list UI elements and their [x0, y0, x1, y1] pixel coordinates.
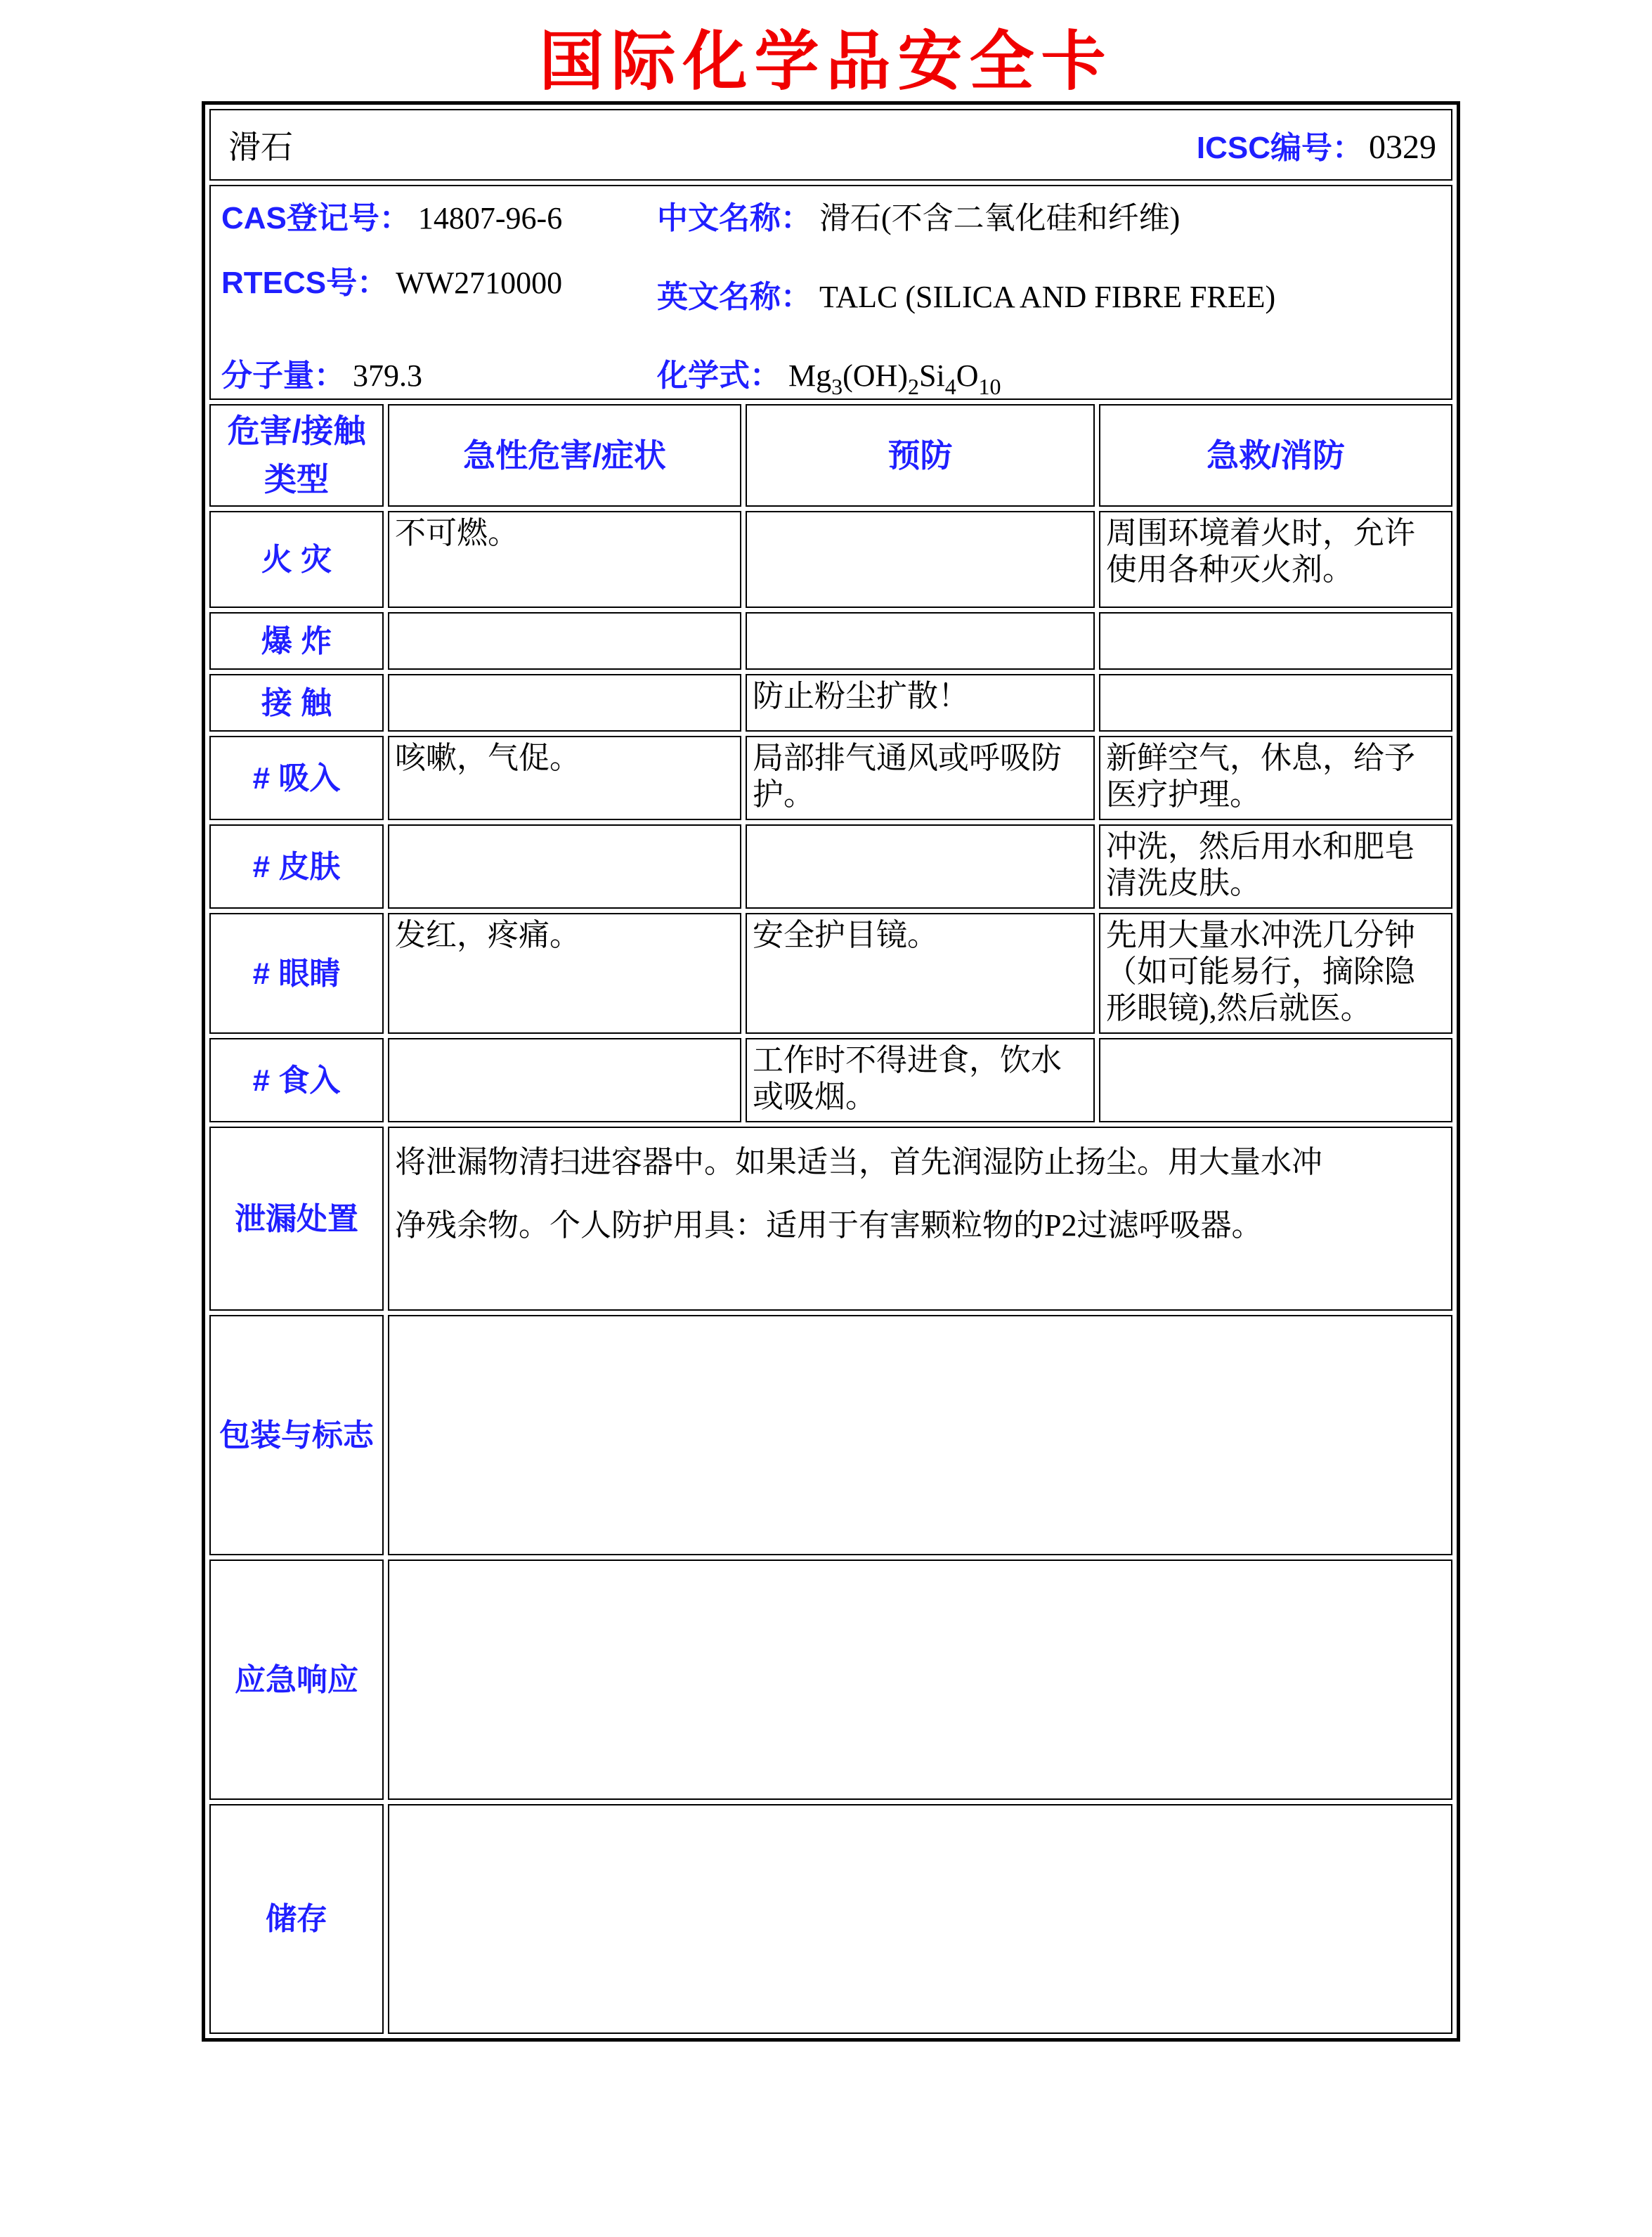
row-label-emergency: 应急响应 — [209, 1560, 384, 1800]
row-label-spillage: 泄漏处置 — [209, 1127, 384, 1311]
ingestion-prevention: 工作时不得进食，饮水或吸烟。 — [746, 1038, 1095, 1122]
english-name-value: TALC (SILICA AND FIBRE FREE) — [819, 280, 1276, 314]
header-symptoms: 急性危害/症状 — [388, 404, 741, 507]
skin-symptoms — [388, 824, 741, 909]
inhalation-prevention: 局部排气通风或呼吸防护。 — [746, 736, 1095, 820]
chemical-formula-value: $Mg_3(OH)_2Si_4O_{10}$ — [788, 358, 1001, 400]
substance-header-cell — [209, 109, 1452, 181]
explosion-prevention — [746, 612, 1095, 670]
cas-number-value: 14807-96-6 — [417, 201, 563, 235]
explosion-first-aid — [1099, 612, 1452, 670]
eyes-symptoms: 发红，疼痛。 — [388, 913, 741, 1034]
english-name-line — [657, 271, 1443, 316]
table-row-storage — [209, 1804, 1452, 2034]
table-row-spillage — [209, 1127, 1452, 1311]
chemical-formula-line — [657, 350, 1443, 400]
row-label-storage: 储存 — [209, 1804, 384, 2034]
row-label-exposure: 接 触 — [209, 674, 384, 732]
row-label-ingestion: # 食入 — [209, 1038, 384, 1122]
header-hazard-type — [209, 404, 384, 507]
row-label-inhalation: # 吸入 — [209, 736, 384, 820]
molecular-weight-label: 分子量： — [221, 358, 345, 393]
header-prevention: 预防 — [746, 404, 1095, 507]
cas-number-label: CAS登记号： — [221, 201, 410, 235]
ingestion-first-aid — [1099, 1038, 1452, 1122]
header-hazard-type-line2: 类型 — [264, 461, 329, 498]
table-row-inhalation — [209, 736, 1452, 820]
skin-prevention — [746, 824, 1095, 909]
inhalation-symptoms: 咳嗽，气促。 — [388, 736, 741, 820]
icsc-number-group — [1197, 122, 1436, 167]
substance-header-row — [209, 109, 1452, 181]
row-label-skin: # 皮肤 — [209, 824, 384, 909]
table-row-eyes — [209, 913, 1452, 1034]
hazard-table-header-row — [209, 404, 1452, 507]
row-label-eyes: # 眼睛 — [209, 913, 384, 1034]
exposure-first-aid — [1099, 674, 1452, 732]
identifiers-left-column — [221, 193, 657, 395]
storage-content — [388, 1804, 1452, 2034]
spillage-content: 将泄漏物清扫进容器中。如果适当，首先润湿防止扬尘。用大量水冲净残余物。个人防护用具：适用于有害颗粒物的P2过滤呼吸器。 — [388, 1127, 1452, 1311]
substance-name: 滑石 — [228, 129, 293, 165]
packaging-content — [388, 1315, 1452, 1555]
row-label-fire: 火 灾 — [209, 511, 384, 608]
explosion-symptoms — [388, 612, 741, 670]
emergency-content — [388, 1560, 1452, 1800]
table-row-exposure — [209, 674, 1452, 732]
rtecs-number-label: RTECS号： — [221, 266, 389, 300]
eyes-first-aid: 先用大量水冲洗几分钟（如可能易行，摘除隐形眼镜),然后就医。 — [1099, 913, 1452, 1034]
header-hazard-type-line1: 危害/接触 — [227, 413, 366, 449]
table-row-emergency — [209, 1560, 1452, 1800]
fire-first-aid: 周围环境着火时，允许使用各种灭火剂。 — [1099, 511, 1452, 608]
chinese-name-label: 中文名称： — [657, 201, 812, 235]
identifiers-cell — [209, 185, 1452, 400]
cas-number-line — [221, 193, 657, 238]
icsc-number-value: 0329 — [1369, 129, 1436, 166]
chinese-name-line — [657, 193, 1443, 238]
exposure-symptoms — [388, 674, 741, 732]
rtecs-number-value: WW2710000 — [396, 266, 563, 300]
chinese-name-value: 滑石(不含二氧化硅和纤维) — [819, 201, 1181, 235]
fire-symptoms: 不可燃。 — [388, 511, 741, 608]
row-label-packaging: 包装与标志 — [209, 1315, 384, 1555]
identifiers-right-column — [657, 193, 1443, 400]
table-row-skin — [209, 824, 1452, 909]
exposure-prevention: 防止粉尘扩散！ — [746, 674, 1095, 732]
ingestion-symptoms — [388, 1038, 741, 1122]
row-label-explosion: 爆 炸 — [209, 612, 384, 670]
safety-card-table — [202, 101, 1460, 2042]
table-row-explosion — [209, 612, 1452, 670]
fire-prevention — [746, 511, 1095, 608]
identifiers-row — [209, 185, 1452, 400]
molecular-weight-value: 379.3 — [353, 358, 422, 393]
icsc-number-label: ICSC编号： — [1196, 131, 1363, 165]
english-name-label: 英文名称： — [657, 280, 812, 314]
skin-first-aid: 冲洗，然后用水和肥皂清洗皮肤。 — [1099, 824, 1452, 909]
inhalation-first-aid: 新鲜空气，休息，给予医疗护理。 — [1099, 736, 1452, 820]
table-row-fire — [209, 511, 1452, 608]
rtecs-number-line — [221, 257, 657, 302]
header-first-aid: 急救/消防 — [1099, 404, 1452, 507]
table-row-ingestion — [209, 1038, 1452, 1122]
eyes-prevention: 安全护目镜。 — [746, 913, 1095, 1034]
table-row-packaging — [209, 1315, 1452, 1555]
molecular-weight-line — [221, 350, 657, 395]
chemical-formula-label: 化学式： — [657, 358, 781, 393]
page-title: 国际化学品安全卡 — [539, 26, 1113, 98]
